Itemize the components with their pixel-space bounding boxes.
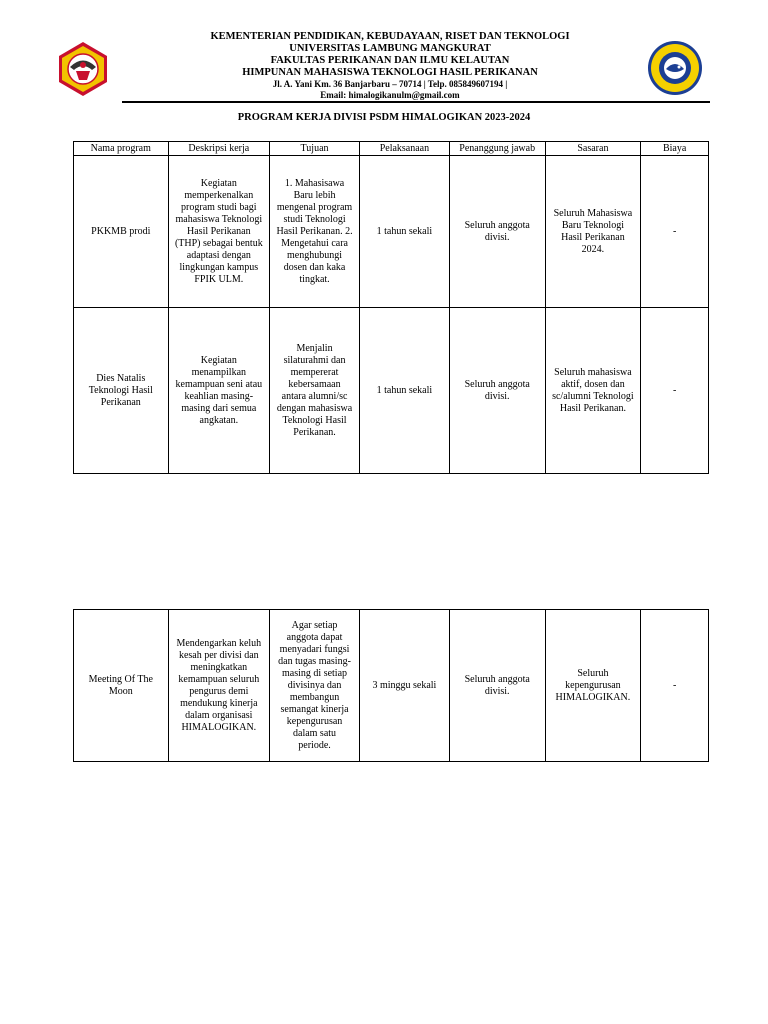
header-nama-program: Nama program bbox=[74, 142, 169, 156]
cell-biaya: - bbox=[641, 308, 709, 474]
cell-biaya: - bbox=[641, 156, 709, 308]
header-divider bbox=[122, 101, 710, 103]
university-name: UNIVERSITAS LAMBUNG MANGKURAT bbox=[289, 43, 491, 54]
table-row bbox=[74, 308, 709, 474]
cell-penanggung: Seluruh anggota divisi. bbox=[449, 156, 545, 308]
cell-tujuan: Menjalin silaturahmi dan mempererat kebersamaan antara alumni/sc dengan mahasiswa Teknologi Hasil Perikanan. bbox=[270, 308, 360, 474]
work-program-table bbox=[73, 141, 709, 474]
himpunan-logo-icon bbox=[646, 39, 704, 97]
cell-nama: PKKMB prodi bbox=[74, 156, 169, 308]
header-pelaksanaan: Pelaksanaan bbox=[359, 142, 449, 156]
header-deskripsi-kerja: Deskripsi kerja bbox=[168, 142, 270, 156]
address: Jl. A. Yani Km. 36 Banjarbaru – 70714 | Telp. 085849607194 | bbox=[272, 79, 508, 89]
cell-deskripsi: Kegiatan memperkenalkan program studi bagi mahasiswa Teknologi Hasil Perikanan (THP) sebagai bentuk adaptasi dengan lingkungan kampus FPIK ULM. bbox=[168, 156, 270, 308]
document-title: PROGRAM KERJA DIVISI PSDM HIMALOGIKAN 2023-2024 bbox=[237, 112, 531, 123]
header-biaya: Biaya bbox=[641, 142, 709, 156]
cell-sasaran: Seluruh mahasiswa aktif, dosen dan sc/alumni Teknologi Hasil Perikanan. bbox=[545, 308, 641, 474]
table-row bbox=[74, 156, 709, 308]
letterhead-text bbox=[140, 31, 640, 101]
table-row bbox=[74, 610, 709, 762]
cell-sasaran: Seluruh Mahasiswa Baru Teknologi Hasil Perikanan 2024. bbox=[545, 156, 641, 308]
association-name: HIMPUNAN MAHASISWA TEKNOLOGI HASIL PERIKANAN bbox=[242, 67, 538, 78]
work-program-table-continued bbox=[73, 609, 709, 762]
cell-sasaran: Seluruh kepengurusan HIMALOGIKAN. bbox=[545, 610, 641, 762]
letterhead bbox=[0, 0, 768, 110]
cell-tujuan: 1. Mahasisawa Baru lebih mengenal program studi Teknologi Hasil Perikanan. 2. Mengetahui cara menghubungi dosen dan kaka tingkat. bbox=[270, 156, 360, 308]
cell-deskripsi: Kegiatan menampilkan kemampuan seni atau keahlian masing-masing dari semua angkatan. bbox=[168, 308, 270, 474]
cell-pelaksanaan: 1 tahun sekali bbox=[359, 308, 449, 474]
cell-penanggung: Seluruh anggota divisi. bbox=[449, 308, 545, 474]
cell-nama: Meeting Of The Moon bbox=[74, 610, 169, 762]
header-penanggung-jawab: Penanggung jawab bbox=[449, 142, 545, 156]
header-tujuan: Tujuan bbox=[270, 142, 360, 156]
cell-pelaksanaan: 3 minggu sekali bbox=[359, 610, 449, 762]
faculty-name: FAKULTAS PERIKANAN DAN ILMU KELAUTAN bbox=[270, 55, 510, 66]
cell-penanggung: Seluruh anggota divisi. bbox=[449, 610, 545, 762]
header-sasaran: Sasaran bbox=[545, 142, 641, 156]
cell-nama: Dies Natalis Teknologi Hasil Perikanan bbox=[74, 308, 169, 474]
university-logo-icon bbox=[54, 40, 112, 98]
ministry-name: KEMENTERIAN PENDIDIKAN, KEBUDAYAAN, RISET DAN TEKNOLOGI bbox=[210, 31, 570, 42]
email: Email: himalogikanulm@gmail.com bbox=[320, 90, 460, 100]
table-header-row bbox=[74, 142, 709, 156]
cell-pelaksanaan: 1 tahun sekali bbox=[359, 156, 449, 308]
cell-tujuan: Agar setiap anggota dapat menyadari fungsi dan tugas masing-masing di setiap divisinya dan membangun semangat kinerja kepengurusan dalam satu periode. bbox=[270, 610, 360, 762]
cell-deskripsi: Mendengarkan keluh kesah per divisi dan meningkatkan kemampuan seluruh pengurus demi mendukung kinerja dalam organisasi HIMALOGIKAN. bbox=[168, 610, 270, 762]
cell-biaya: - bbox=[641, 610, 709, 762]
